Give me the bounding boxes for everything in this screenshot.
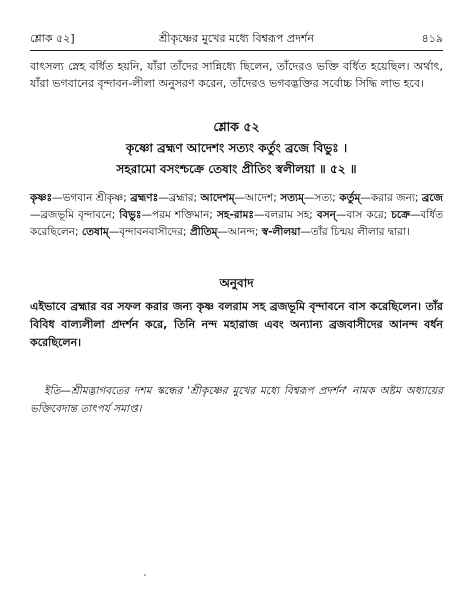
header-rule [30, 50, 443, 51]
print-speck [144, 574, 146, 576]
page-number: ৪১৯ [421, 32, 443, 45]
synonym-dash: — [108, 226, 120, 238]
synonym-meaning: বাস করে; [346, 209, 392, 221]
synonym-meaning: সত্য; [314, 192, 340, 204]
synonym-meaning: বর্ধিত করেছিলেন; [30, 209, 443, 238]
synonym-dash: — [234, 192, 246, 204]
synonym-dash: — [360, 192, 371, 204]
synonym-meaning: তাঁর চিন্ময় লীলার দ্বারা। [310, 226, 410, 238]
synonym-term: প্রীতিম্ [189, 226, 218, 238]
synonym-term: বসন্ [316, 209, 336, 221]
synonym-dash: — [303, 192, 315, 204]
synonym-term: ব্রজে [421, 192, 443, 204]
synonym-meaning: ভগবান শ্রীকৃষ্ণ; [62, 192, 131, 204]
synonym-term: বিভুঃ [119, 209, 142, 221]
synonym-dash: — [409, 209, 421, 221]
synonym-meaning: ব্রহ্মার; [168, 192, 201, 204]
synonym-term: স্ব-লীলয়া [261, 226, 301, 238]
translation-title: অনুবাদ [219, 276, 254, 290]
synonym-dash: — [217, 226, 228, 238]
synonym-term: ব্রহ্মণঃ [130, 192, 159, 204]
synonym-term: কর্তুম্ [339, 192, 361, 204]
running-header [30, 30, 443, 48]
synonym-dash: — [300, 226, 311, 238]
synonym-meaning: করার জন্য; [370, 192, 422, 204]
synonym-term: কৃষ্ণঃ [30, 192, 53, 204]
synonym-term: সত্যম্ [280, 192, 304, 204]
header-verse-ref: শ্লোক ৫২] [30, 32, 75, 45]
synonym-term: চক্রে [391, 209, 410, 221]
synonym-meaning: বলরাম সহ; [264, 209, 317, 221]
synonym-meaning: ব্রজভূমি বৃন্দাবনে; [40, 209, 120, 221]
synonym-meaning: আদেশ; [245, 192, 281, 204]
synonym-dash: — [254, 209, 265, 221]
chapter-colophon: ইতি—শ্রীমদ্ভাগবতের দশম স্কন্ধের 'শ্রীকৃষ্ণের মুখের মধ্যে বিশ্বরূপ প্রদর্শন' নামক অষ্টম অধ্যায়ের ভক্তিবেদান্ত তাৎপর্য সমাপ্ত। [30, 385, 443, 415]
synonym-dash: — [335, 209, 347, 221]
header-chapter-title: শ্রীকৃষ্ণের মুখের মধ্যে বিশ্বরূপ প্রদর্শন [159, 32, 314, 45]
verse-title: শ্লোক ৫২ [213, 119, 260, 134]
translation-text: এইভাবে ব্রহ্মার বর সফল করার জন্য কৃষ্ণ বলরাম সহ ব্রজভূমি বৃন্দাবনে বাস করেছিলেন। তাঁর বিবিধ বাল্যলীলা প্রদর্শন করে, তিনি নন্দ মহারাজ এবং অন্যান্য ব্রজবাসীদের আনন্দ বর্ধন করেছিলেন। [30, 300, 443, 349]
synonym-meaning: পরম শক্তিমান; [152, 209, 217, 221]
verse-line-1: কৃষ্ণো ব্রহ্মণ আদেশং সত্যং কর্তুং ব্রজে বিভুঃ । [125, 141, 348, 155]
synonym-term: আদেশম্ [200, 192, 235, 204]
synonym-dash: — [30, 209, 41, 221]
synonym-dash: — [158, 192, 169, 204]
word-synonyms [30, 190, 443, 241]
synonym-term: তেষাম্ [81, 226, 109, 238]
synonym-dash: — [52, 192, 63, 204]
synonym-meaning: বৃন্দাবনবাসীদের; [119, 226, 190, 238]
synonym-term: সহ-রামঃ [216, 209, 254, 221]
synonym-meaning: আনন্দ; [227, 226, 262, 238]
verse-line-2: সহরামো বসংশ্চক্রে তেষাং প্রীতিং স্বলীলয়া ॥ ৫২ ॥ [116, 162, 357, 176]
purport-paragraph: বাৎসল্য স্নেহ বর্ধিত হয়নি, যাঁরা তাঁদের সান্নিধ্যে ছিলেন, তাঁদেরও ভক্তি বর্ধিত হয়েছিল। অর্থাৎ, যাঁরা ভগবানের বৃন্দাবন-লীলা অনুসরণ করেন, তাঁদেরও ভগবদ্ভক্তির সর্বোচ্চ সিদ্ধি লাভ হবে। [30, 60, 443, 90]
synonym-dash: — [141, 209, 153, 221]
